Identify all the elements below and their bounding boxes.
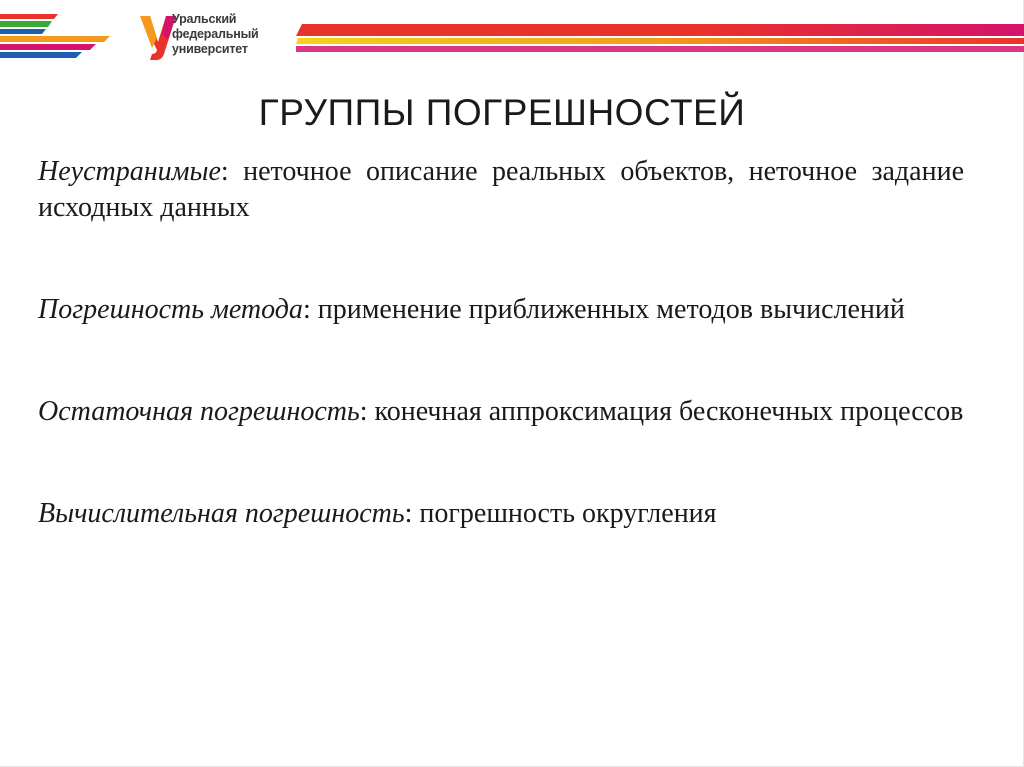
university-name-line2: федеральный: [172, 27, 259, 41]
item-term: Остаточная погрешность: [38, 396, 360, 427]
item-separator: :: [404, 498, 420, 529]
university-name-line1: Уральский: [172, 12, 237, 26]
university-name-line3: университет: [172, 42, 248, 56]
header-stripes-right: [296, 24, 1024, 54]
list-item: [38, 496, 964, 532]
item-term: Вычислительная погрешность: [38, 498, 405, 529]
header-stripes-left: [0, 14, 110, 60]
item-separator: :: [359, 396, 375, 427]
item-text: неточное описание реальных объектов, неточное задание исходных данных: [38, 156, 964, 223]
item-text: погрешность округления: [419, 498, 717, 529]
list-item: [38, 394, 964, 430]
item-separator: :: [302, 294, 318, 325]
slide-content: [38, 154, 964, 532]
item-text: конечная аппроксимация бесконечных процессов: [374, 396, 964, 427]
page-title: ГРУППЫ ПОГРЕШНОСТЕЙ: [258, 92, 746, 133]
item-term: Погрешность метода: [38, 294, 303, 325]
university-name: [172, 12, 259, 57]
item-text: применение приближенных методов вычислений: [317, 294, 905, 325]
item-term: Неустранимые: [38, 156, 221, 187]
item-separator: :: [220, 156, 244, 187]
list-item: [38, 292, 964, 328]
list-item: [38, 154, 964, 226]
